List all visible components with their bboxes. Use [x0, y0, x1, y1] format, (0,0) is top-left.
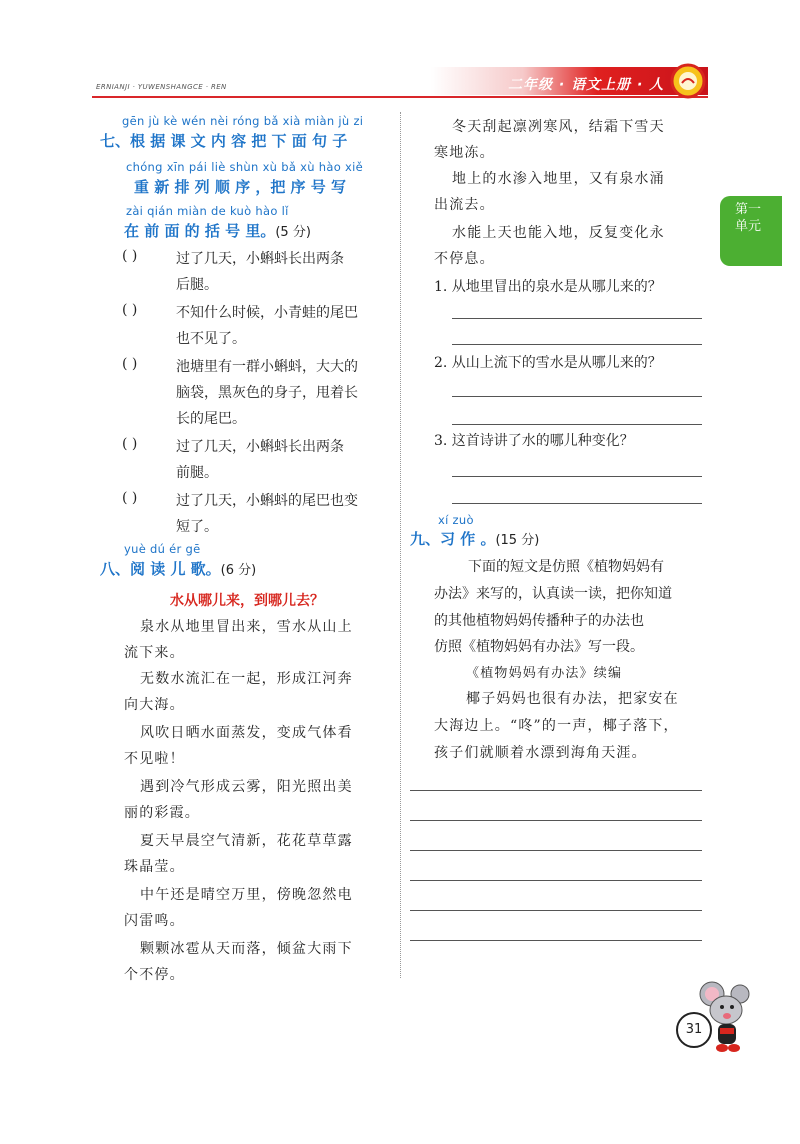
q7-item-2-line-2: 也不见了。	[176, 331, 246, 347]
q7-pinyin-3: zài qián miàn de kuò hào lǐ	[126, 204, 289, 218]
q7-item-1-paren[interactable]: ( )	[122, 248, 138, 264]
poem-line-2: 流下来。	[124, 645, 185, 661]
q9-pinyin: xí zuò	[438, 513, 474, 527]
header-left-text: ERNIANJI · YUWENSHANGCE · REN	[96, 83, 227, 91]
poem-line-15: 冬天刮起凛冽寒风，结霜下雪天	[452, 119, 665, 135]
poem-line-8: 丽的彩霞。	[124, 805, 200, 821]
writing-line-3[interactable]	[410, 850, 702, 851]
writing-line-2[interactable]	[410, 820, 702, 821]
poem-line-1: 泉水从地里冒出来，雪水从山上	[140, 619, 353, 635]
q9-instruction-line-2: 办法》来写的，认真读一读，把你知道	[434, 586, 672, 602]
column-divider	[400, 112, 402, 978]
q8-answer-line-2a[interactable]	[452, 396, 702, 397]
poem-line-12: 闪雷鸣。	[124, 913, 185, 929]
writing-line-5[interactable]	[410, 910, 702, 911]
q8-answer-line-1b[interactable]	[452, 344, 702, 345]
q7-item-2-paren[interactable]: ( )	[122, 302, 138, 318]
poem-line-14: 个不停。	[124, 967, 185, 983]
publisher-logo-icon	[670, 63, 706, 99]
poem-line-6: 不见啦！	[124, 751, 185, 767]
q8-answer-line-2b[interactable]	[452, 424, 702, 425]
q9-story-line-1: 椰子妈妈也很有办法，把家安在	[466, 691, 679, 707]
q8-answer-line-3b[interactable]	[452, 503, 702, 504]
q8-pinyin: yuè dú ér gē	[124, 542, 201, 556]
poem-line-3: 无数水流汇在一起，形成江河奔	[140, 671, 353, 687]
poem-line-13: 颗颗冰雹从天而落，倾盆大雨下	[140, 941, 353, 957]
poem-line-5: 风吹日晒水面蒸发，变成气体看	[140, 725, 353, 741]
poem-line-11: 中午还是晴空万里，傍晚忽然电	[140, 887, 353, 903]
q7-title-3: 在 前 面 的 括 号 里。(5 分)	[124, 222, 311, 240]
q8-answer-line-3a[interactable]	[452, 476, 702, 477]
q9-title: 九、习 作 。(15 分)	[410, 530, 540, 548]
q7-title-1: 七、根 据 课 文 内 容 把 下 面 句 子	[100, 132, 348, 150]
q7-item-3-paren[interactable]: ( )	[122, 356, 138, 372]
q7-item-4-paren[interactable]: ( )	[122, 436, 138, 452]
q8-question-3: 3. 这首诗讲了水的哪儿种变化？	[434, 433, 634, 449]
q7-item-4-line-2: 前腿。	[176, 465, 218, 481]
q8-question-2: 2. 从山上流下的雪水是从哪儿来的？	[434, 355, 662, 371]
poem-line-4: 向大海。	[124, 697, 185, 713]
q7-title-2: 重 新 排 列 顺 序 ，把 序 号 写	[134, 178, 347, 196]
q9-story-line-3: 孩子们就顺着水漂到海角天涯。	[434, 745, 647, 761]
poem-line-20: 不停息。	[434, 251, 495, 267]
q9-instruction-line-3: 的其他植物妈妈传播种子的办法也	[434, 613, 644, 629]
q7-item-1-line-1: 过了几天，小蝌蚪长出两条	[176, 251, 344, 267]
writing-line-6[interactable]	[410, 940, 702, 941]
poem-line-19: 水能上天也能入地，反复变化永	[452, 225, 665, 241]
poem-line-16: 寒地冻。	[434, 145, 495, 161]
q8-title: 八、阅 读 儿 歌。(6 分)	[100, 560, 257, 578]
q7-item-4-line-1: 过了几天，小蝌蚪长出两条	[176, 439, 344, 455]
header-right-text: 二年级 · 语文上册 · 人	[508, 77, 665, 93]
q9-story-line-2: 大海边上。“咚”的一声，椰子落下，	[434, 718, 679, 734]
q7-item-5-line-2: 短了。	[176, 519, 218, 535]
q7-item-2-line-1: 不知什么时候，小青蛙的尾巴	[176, 305, 358, 321]
poem-line-18: 出流去。	[434, 197, 495, 213]
poem-title: 水从哪儿来，到哪儿去？	[170, 593, 324, 609]
q7-item-5-paren[interactable]: ( )	[122, 490, 138, 506]
poem-line-9: 夏天早晨空气清新，花花草草露	[140, 833, 353, 849]
q9-instruction-line-1: 下面的短文是仿照《植物妈妈有	[468, 559, 664, 575]
q7-item-3-line-1: 池塘里有一群小蝌蚪，大大的	[176, 359, 358, 375]
q7-item-1-line-2: 后腿。	[176, 277, 218, 293]
q7-item-5-line-1: 过了几天，小蝌蚪的尾巴也变	[176, 493, 358, 509]
writing-line-4[interactable]	[410, 880, 702, 881]
q8-score: (6 分)	[220, 563, 257, 578]
unit-tab-label: 第一单元	[735, 202, 762, 234]
q9-instruction-line-4: 仿照《植物妈妈有办法》写一段。	[434, 639, 644, 655]
q7-item-3-line-2: 脑袋，黑灰色的身子，甩着长	[176, 385, 358, 401]
q8-answer-line-1a[interactable]	[452, 318, 702, 319]
q7-item-3-line-3: 长的尾巴。	[176, 411, 246, 427]
q7-score: (5 分)	[275, 225, 311, 240]
q7-pinyin-2: chóng xīn pái liè shùn xù bǎ xù hào xiě	[126, 160, 363, 174]
q7-pinyin-1: gēn jù kè wén nèi róng bǎ xià miàn jù zi	[122, 114, 364, 128]
q9-score: (15 分)	[495, 533, 540, 548]
q8-question-1: 1. 从地里冒出的泉水是从哪儿来的？	[434, 279, 662, 295]
q9-subtitle: 《植物妈妈有办法》续编	[466, 666, 623, 681]
page-number: 31	[676, 1012, 712, 1048]
poem-line-7: 遇到冷气形成云雾，阳光照出美	[140, 779, 353, 795]
poem-line-10: 珠晶莹。	[124, 859, 185, 875]
writing-line-1[interactable]	[410, 790, 702, 791]
poem-line-17: 地上的水渗入地里，又有泉水涌	[452, 171, 665, 187]
header-rule	[92, 96, 708, 98]
